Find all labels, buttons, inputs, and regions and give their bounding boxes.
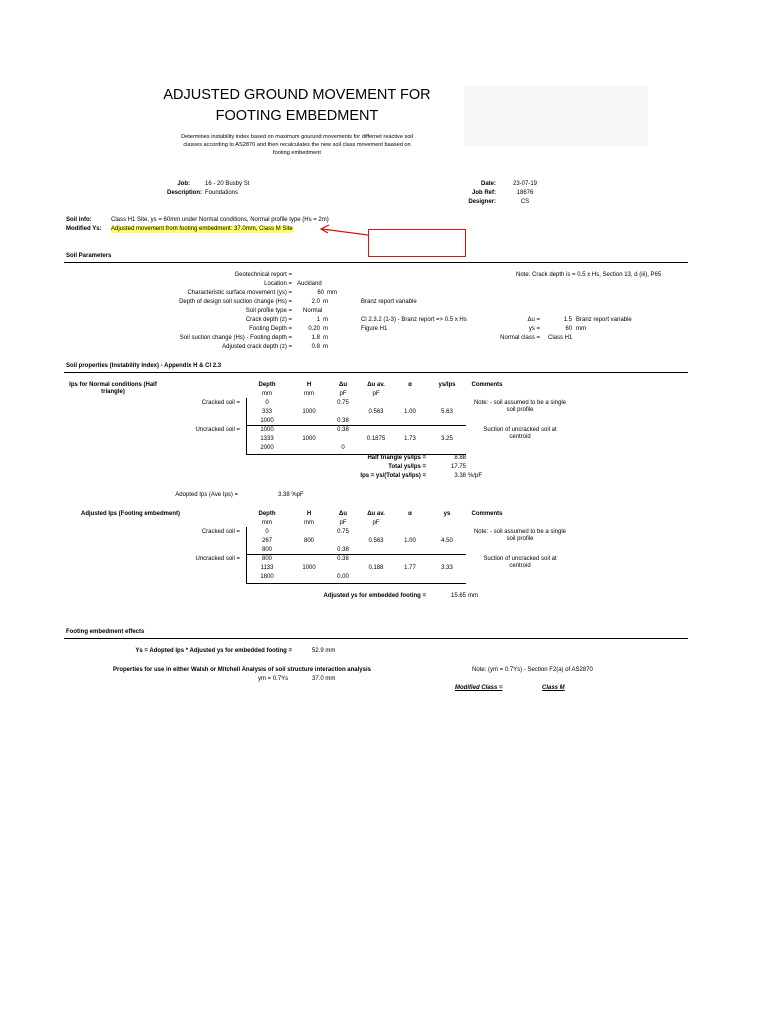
normal-class-label: Normal class = xyxy=(500,335,540,341)
table-cell: 0.75 xyxy=(337,400,349,406)
table-cell: 1000 xyxy=(302,436,316,442)
branz-variable-note: Branz report variable xyxy=(361,299,417,305)
table-cell: 1000 xyxy=(260,427,274,433)
adjusted-ys-value: 15.65 xyxy=(450,593,466,599)
param-value: 1.8 xyxy=(311,335,320,341)
col-header: α xyxy=(408,382,412,388)
page-title xyxy=(137,85,457,127)
table-cell: 2000 xyxy=(260,445,274,451)
param-value: 0.20 xyxy=(308,326,320,332)
table-cell: 0.38 xyxy=(337,418,349,424)
table-cell: 3.33 xyxy=(441,565,453,571)
param-value: 60 xyxy=(317,290,324,296)
table1-heading xyxy=(58,382,168,396)
table-cell: 0.563 xyxy=(368,409,384,415)
date-value: 23-07-19 xyxy=(512,181,538,187)
col-unit: mm xyxy=(262,391,272,397)
ips-value: 3.38 xyxy=(454,473,466,479)
section-soil-properties: Soil properties (Instability Index) - Appendix H & Cl 2.3 xyxy=(66,363,222,369)
table-cell: 1000 xyxy=(260,418,274,424)
table-cell: 1800 xyxy=(260,574,274,580)
comment-line: Note: - soil assumed to be a single xyxy=(473,400,567,406)
table-cell: 0.38 xyxy=(337,427,349,433)
comment-single-profile xyxy=(460,529,580,543)
adopted-ips-value: 3.38 %pF xyxy=(278,492,304,498)
comment-line: soil profile xyxy=(506,535,534,542)
adjusted-ys-label: Adjusted ys for embedded footing = xyxy=(323,593,426,599)
col-header: ys xyxy=(443,511,451,517)
du-note: Branz report variable xyxy=(576,317,632,323)
param-unit: m xyxy=(323,344,328,350)
divider xyxy=(64,372,688,373)
ys-formula-label: Ys = Adopted Ips * Adjusted ys for embedded footing = xyxy=(135,648,292,654)
param-label: Location = xyxy=(264,281,292,287)
clause-reference: Cl 2.3.2 (1-3) - Branz report => 0.5 x Hs xyxy=(361,317,467,323)
table-cell: 1333 xyxy=(260,436,274,442)
comment-line: Note: - soil assumed to be a single xyxy=(473,529,567,535)
section-soil-parameters: Soil Parameters xyxy=(66,253,112,259)
cracked-soil-label: Cracked soil = xyxy=(201,529,240,535)
param-value: 2.0 xyxy=(311,299,320,305)
table-cell: 333 xyxy=(261,409,272,415)
param-label: Crack depth (z) = xyxy=(245,317,292,323)
table-cell: 0.75 xyxy=(337,529,349,535)
table1-heading-line: Ips for Normal conditions (Half xyxy=(69,382,157,388)
param-label: Depth of design soil suction change (Hs) = xyxy=(179,299,292,305)
ips-unit: %/pF xyxy=(468,473,483,479)
param-unit: mm xyxy=(327,290,337,296)
job-ref-label: Job Ref: xyxy=(472,190,496,196)
table-cell: 800 xyxy=(261,556,272,562)
table-cell: 0.563 xyxy=(368,538,384,544)
logo-placeholder xyxy=(464,86,648,146)
annotation-arrow-icon xyxy=(318,222,370,238)
adopted-ips-label: Adopted Ips (Ave Ips) = xyxy=(175,492,238,498)
col-unit: pF xyxy=(339,391,347,397)
param-value: Normal xyxy=(303,308,323,314)
param-label: Footing Depth = xyxy=(249,326,292,332)
soil-info-label: Soil info: xyxy=(66,217,92,223)
modified-ys-label: Modified Ys: xyxy=(66,226,102,232)
designer-label: Designer: xyxy=(468,199,496,205)
ys-label: ys = xyxy=(528,326,540,332)
du-value: 1.5 xyxy=(563,317,572,323)
modified-ys-value: Adjusted movement from footing embedment: 37.0mm, Class M Site xyxy=(111,226,293,232)
table-divider xyxy=(246,583,466,584)
param-label: Soil profile type = xyxy=(245,308,292,314)
table-cell: 1.00 xyxy=(404,409,416,415)
table-cell: 4.50 xyxy=(441,538,453,544)
ips-label: Ips = ys/(Total ys/Ips) = xyxy=(360,473,426,479)
figure-reference: Figure H1 xyxy=(361,326,388,332)
comment-line: Suction of uncracked soil at xyxy=(483,556,557,562)
annotation-box xyxy=(368,229,466,257)
crack-depth-note: Note: Crack depth is = 0.5 x Hs, Section 13, d (iii), P65 xyxy=(516,272,662,278)
col-header: Comments xyxy=(471,511,503,517)
table-divider xyxy=(246,425,466,426)
job-label: Job: xyxy=(177,181,190,187)
table-cell: 0 xyxy=(341,445,345,451)
table2-heading: Adjusted Ips (Footing embedment) xyxy=(81,511,180,517)
col-unit: pF xyxy=(372,391,380,397)
total-value: 17.75 xyxy=(450,464,466,470)
half-triangle-label: Half triangle ys/Ips = xyxy=(367,455,426,461)
table-cell: 1.77 xyxy=(404,565,416,571)
param-label: Soil suction change (Hs) - Footing depth = xyxy=(179,335,292,341)
table-cell: 0.00 xyxy=(337,574,349,580)
table-cell: 1000 xyxy=(302,565,316,571)
col-header: Depth xyxy=(258,382,276,388)
title-line-2: FOOTING EMBEDMENT xyxy=(215,108,379,124)
modified-class-value: Class M xyxy=(542,685,565,691)
table-cell: 5.63 xyxy=(441,409,453,415)
ym-note: Note: (ym = 0.7Ys) - Section F2(a) of AS2870 xyxy=(472,667,593,673)
table-cell: 0.188 xyxy=(368,565,384,571)
description xyxy=(147,133,447,157)
divider xyxy=(64,262,688,263)
param-unit: m xyxy=(323,317,328,323)
comment-uncracked-centroid xyxy=(460,556,580,570)
designer-value: CS xyxy=(520,199,530,205)
divider xyxy=(64,638,688,639)
param-label: Characteristic surface movement (ys) = xyxy=(187,290,292,296)
table-cell: 1000 xyxy=(302,409,316,415)
comment-line: soil profile xyxy=(506,406,534,413)
ys-unit: mm xyxy=(576,326,586,332)
comment-line: Suction of uncracked soil at xyxy=(483,427,557,433)
col-header: ys/Ips xyxy=(438,382,456,388)
uncracked-soil-label: Uncracked soil = xyxy=(195,556,240,562)
description-value: Foundations xyxy=(205,190,239,196)
col-unit: pF xyxy=(372,520,380,526)
table-cell: 3.25 xyxy=(441,436,453,442)
col-header: H xyxy=(306,511,312,517)
ym-label: ym = 0.7Ys xyxy=(258,676,289,682)
col-unit: mm xyxy=(304,520,314,526)
comment-line: centroid xyxy=(509,433,531,440)
table-divider xyxy=(246,554,466,555)
description-line: Determines instability index based on maximum gourund movements for differnet reactive soil xyxy=(181,134,413,140)
comment-single-profile xyxy=(460,400,580,414)
half-triangle-value: 8.88 xyxy=(454,455,466,461)
param-unit: m xyxy=(323,299,328,305)
uncracked-soil-label: Uncracked soil = xyxy=(195,427,240,433)
description-line: footing embedment xyxy=(273,150,321,156)
table-cell: 800 xyxy=(261,547,272,553)
table1-heading-line: triangle) xyxy=(101,388,125,395)
properties-label: Properties for use in either Walsh or Mitchell Analysis of soil structure interaction analysis xyxy=(113,667,371,673)
col-header: α xyxy=(408,511,412,517)
du-label: Δu = xyxy=(527,317,540,323)
table-cell: 0 xyxy=(265,529,269,535)
comment-uncracked-centroid xyxy=(460,427,580,441)
job-ref-value: 18676 xyxy=(516,190,534,196)
table-cell: 1.73 xyxy=(404,436,416,442)
param-unit: m xyxy=(323,335,328,341)
param-label: Adjusted crack depth (z) = xyxy=(222,344,292,350)
ys-formula-value: 52.9 mm xyxy=(312,648,336,654)
modified-class-label: Modified Class = xyxy=(455,685,503,691)
cracked-soil-label: Cracked soil = xyxy=(201,400,240,406)
table-cell: 267 xyxy=(261,538,272,544)
job-value: 16 - 20 Busby St xyxy=(205,181,250,187)
table-cell: 800 xyxy=(303,538,314,544)
table-cell: 0.1875 xyxy=(366,436,386,442)
description-line: classes according to AS2870 and then recalculates the new soil class movement baased on xyxy=(183,142,411,148)
param-value: 1 xyxy=(316,317,320,323)
col-header: Δu xyxy=(339,511,347,517)
table-cell: 1133 xyxy=(260,565,274,571)
title-line-1: ADJUSTED GROUND MOVEMENT FOR xyxy=(163,87,431,103)
adjusted-ys-unit: mm xyxy=(468,593,478,599)
table-cell: 0.38 xyxy=(337,547,349,553)
total-label: Total ys/Ips = xyxy=(388,464,426,470)
col-header: Δu av. xyxy=(367,511,385,517)
table-cell: 1.00 xyxy=(404,538,416,544)
soil-info-value: Class H1 Site, ys = 60mm under Normal conditions, Normal profile type (Hs = 2m) xyxy=(111,217,329,223)
ys-value: 60 xyxy=(565,326,572,332)
normal-class-value: Class H1 xyxy=(548,335,573,341)
description-label: Description: xyxy=(166,190,202,196)
col-header: Δu av. xyxy=(367,382,385,388)
col-header: Δu xyxy=(339,382,347,388)
table-cell: 0 xyxy=(265,400,269,406)
col-header: Comments xyxy=(471,382,503,388)
col-unit: mm xyxy=(304,391,314,397)
date-label: Date: xyxy=(480,181,496,187)
col-header: H xyxy=(306,382,312,388)
ym-value: 37.0 mm xyxy=(312,676,336,682)
param-label: Geotechnical report = xyxy=(234,272,292,278)
param-value: 0.8 xyxy=(311,344,320,350)
col-header: Depth xyxy=(258,511,276,517)
table-cell: 0.38 xyxy=(337,556,349,562)
col-unit: pF xyxy=(339,520,347,526)
col-unit: mm xyxy=(262,520,272,526)
param-value: Auckland xyxy=(297,281,322,287)
param-unit: m xyxy=(323,326,328,332)
comment-line: centroid xyxy=(509,562,531,569)
section-footing-embedment: Footing embedment effects xyxy=(66,629,145,635)
